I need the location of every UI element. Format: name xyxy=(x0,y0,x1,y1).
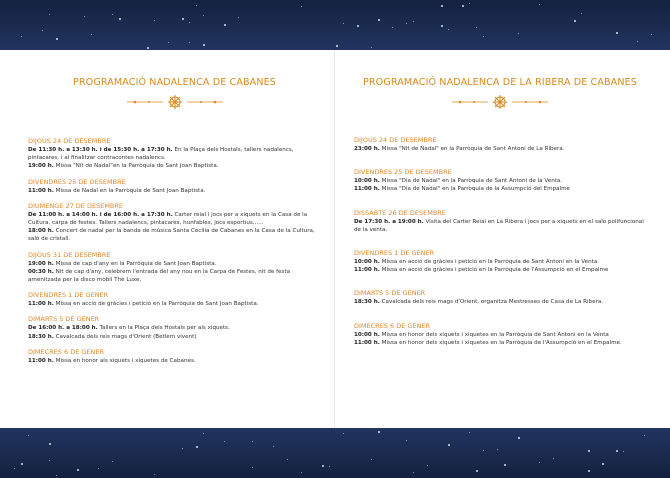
star-decoration xyxy=(196,5,197,6)
event-list xyxy=(28,137,321,372)
star-decoration xyxy=(637,41,638,42)
snowflake-ornament-icon xyxy=(450,94,550,110)
event-time: 11:00 h. xyxy=(28,187,54,194)
event-description: Concert de nadal per la banda de música Santa Cecília de Cabanes en la Casa de la Cultura, saló de cristall. xyxy=(28,228,315,243)
star-decoration xyxy=(189,22,190,23)
star-decoration xyxy=(441,25,443,27)
event-time: 10:00 h. xyxy=(354,259,380,266)
event-entry xyxy=(28,260,321,268)
event-entry xyxy=(354,258,646,266)
event-description: Cavalcada dels reis mags d'Orient, organitza Mestresses de Casa de La Ribera. xyxy=(379,299,604,306)
event-time: 11:00 h. xyxy=(354,267,380,274)
day-block xyxy=(28,137,321,171)
star-decoration xyxy=(203,15,204,16)
star-decoration xyxy=(497,449,498,450)
star-decoration xyxy=(413,472,414,473)
event-description: Missa "Nit de Nadal"en la Parròquia de Sant Joan Baptista. xyxy=(53,163,219,170)
star-decoration xyxy=(77,469,79,471)
event-entry xyxy=(28,227,321,243)
day-date-heading: DIJOUS 31 DE DESEMBRE xyxy=(28,250,111,259)
star-decoration xyxy=(168,42,169,43)
day-block xyxy=(28,315,321,340)
event-description: Missa en acció de gràcies i petició en la Parròquia de Sant Antoni en la Venta. xyxy=(379,259,600,266)
event-time: De 11:00 h. a 14:00 h. i de 16:00 h. a 17:30 h. xyxy=(28,211,173,218)
event-entry xyxy=(28,268,321,284)
star-decoration xyxy=(392,27,393,28)
day-block xyxy=(28,251,321,285)
event-time: 10:00 h. xyxy=(354,331,380,338)
event-time: 10:00 h. xyxy=(354,178,380,185)
event-entry xyxy=(28,300,321,308)
day-date-heading: DIVENDRES 1 DE GENER xyxy=(354,249,435,258)
star-decoration xyxy=(203,433,204,434)
star-decoration xyxy=(91,34,92,35)
event-entry xyxy=(28,211,321,227)
star-decoration xyxy=(336,45,338,47)
event-entry xyxy=(354,331,646,339)
event-time: 11:00 h. xyxy=(28,357,54,364)
day-block xyxy=(354,209,646,234)
panel-title: PROGRAMACIÓ NADALENCA DE CABANES xyxy=(73,77,276,88)
star-decoration xyxy=(644,435,645,436)
day-date-heading: DIMARTS 5 DE GENER xyxy=(28,315,100,324)
event-time: 11:00 h. xyxy=(354,186,380,193)
star-decoration xyxy=(588,470,590,472)
star-decoration xyxy=(378,19,380,21)
starry-header-band xyxy=(0,0,670,50)
event-entry xyxy=(354,218,646,234)
star-decoration xyxy=(56,475,57,476)
star-decoration xyxy=(203,44,205,46)
day-block xyxy=(28,348,321,365)
event-time: 00:30 h. xyxy=(28,268,54,275)
star-decoration xyxy=(588,450,590,452)
star-decoration xyxy=(413,21,414,22)
event-time: De 11:30 h. a 13:30 h. i de 15:30 h. a 17:30 h. xyxy=(28,147,173,153)
day-block xyxy=(354,136,646,153)
star-decoration xyxy=(651,34,652,35)
day-block xyxy=(354,322,646,347)
starry-footer-band xyxy=(0,428,670,478)
event-time: De 17:30 h. a 19:00 h. xyxy=(354,218,424,225)
event-entry xyxy=(354,177,646,185)
event-entry xyxy=(354,266,646,274)
star-decoration xyxy=(581,13,582,14)
day-date-heading: DIVENDRES 25 DE DESEMBRE xyxy=(354,168,452,177)
ribera-program-panel xyxy=(354,50,646,428)
event-entry xyxy=(28,162,321,170)
day-block xyxy=(354,289,646,306)
day-block xyxy=(28,202,321,244)
star-decoration xyxy=(98,468,99,469)
star-decoration xyxy=(252,467,253,468)
star-decoration xyxy=(406,23,407,24)
star-decoration xyxy=(84,16,85,17)
panel-title: PROGRAMACIÓ NADALENCA DE LA RIBERA DE CABANES xyxy=(363,77,637,88)
event-description: Visita del Carter Reial en La Ribera i jocs per a xiquets en el salo polifuncional de la venta. xyxy=(354,218,644,233)
event-entry xyxy=(354,145,646,153)
star-decoration xyxy=(112,461,113,462)
star-decoration xyxy=(329,466,330,467)
event-time: 23:00 h. xyxy=(354,146,380,152)
event-time: 11:00 h. xyxy=(354,339,380,346)
event-time: 19:00 h. xyxy=(28,163,54,170)
star-decoration xyxy=(448,444,450,446)
snowflake-ornament-icon xyxy=(125,94,225,110)
event-entry xyxy=(354,298,646,306)
day-date-heading: DIVENDRES 1 DE GENER xyxy=(28,291,109,300)
star-decoration xyxy=(112,14,113,15)
event-description: Missa en honor als xiquets i xiquetes de Cabanes. xyxy=(53,357,196,364)
event-description: Nit de cap d'any, celebrem l'entrada del any nou en la Carpa de Festes, nit de festa amenitzada per la disco mòbil The Luxe. xyxy=(28,268,291,284)
day-date-heading: DIJOUS 24 DE DESEMBRE xyxy=(28,137,111,145)
event-description: Missa en acció de gràcies i petició en la Parròquia de Sant Joan Baptista. xyxy=(53,301,259,308)
star-decoration xyxy=(371,459,372,460)
event-entry xyxy=(28,324,321,332)
star-decoration xyxy=(196,446,198,448)
star-decoration xyxy=(553,458,554,459)
star-decoration xyxy=(154,474,155,475)
star-decoration xyxy=(371,47,372,48)
event-entry xyxy=(28,357,321,365)
star-decoration xyxy=(182,18,184,20)
event-description: Tallers en la Plaça dels Hostals per als xiquets. xyxy=(97,325,230,332)
star-decoration xyxy=(378,431,380,433)
star-decoration xyxy=(539,462,540,463)
star-decoration xyxy=(189,42,190,43)
star-decoration xyxy=(343,23,344,24)
star-decoration xyxy=(322,465,324,467)
day-date-heading: DIMECRES 6 DE GENER xyxy=(28,347,105,356)
star-decoration xyxy=(224,24,226,26)
event-description: Missa de Nadal en la Parròquia de Sant Joan Baptista. xyxy=(53,187,206,194)
day-date-heading: DIMECRES 6 DE GENER xyxy=(354,321,431,330)
star-decoration xyxy=(616,450,618,452)
star-decoration xyxy=(147,47,149,49)
event-time: 19:00 h. xyxy=(28,260,54,267)
day-date-heading: DISSABTE 26 DE DESEMBRE xyxy=(354,208,446,217)
star-decoration xyxy=(427,465,428,466)
star-decoration xyxy=(504,464,506,466)
star-decoration xyxy=(357,25,359,27)
page-fold-divider xyxy=(334,50,335,428)
event-description: Cavalcada dels reis mags d'Orient (Betlem vivent) xyxy=(53,333,197,340)
star-decoration xyxy=(224,441,225,442)
star-decoration xyxy=(469,432,470,433)
star-decoration xyxy=(273,446,274,447)
star-decoration xyxy=(406,440,407,441)
star-decoration xyxy=(518,33,519,34)
event-description: Missa "Dia de Nadal" en la Parròquia de la Assumpció del Empalme xyxy=(379,186,570,193)
event-description: Missa en honor dels xiquets i xiquetes en la Parròquia de l'Assumpció en el Empalme. xyxy=(379,339,622,346)
star-decoration xyxy=(49,14,50,15)
event-description: Missa "Dia de Nadal" en la Parròquia de Sant Antoni de la Venta. xyxy=(379,178,563,185)
event-description: En la Plaça dels Hostals, tallers nadalencs, pintacares, i al finalitzar contracontes nadalencs. xyxy=(28,147,294,162)
star-decoration xyxy=(343,433,344,434)
star-decoration xyxy=(49,443,51,445)
event-description: Missa de cap d'any en la Parròquia de Sant Joan Baptista. xyxy=(53,260,217,267)
day-date-heading: DIUMENGE 27 DE DESEMBRE xyxy=(28,201,124,210)
event-time: De 16:00 h. a 18:00 h. xyxy=(28,325,98,332)
day-date-heading: DIMARTS 5 DE GENER xyxy=(354,289,426,298)
event-entry xyxy=(354,185,646,193)
cabanes-program-panel xyxy=(28,50,321,428)
star-decoration xyxy=(483,36,484,37)
event-time: 18:00 h. xyxy=(28,228,54,235)
star-decoration xyxy=(21,36,22,37)
event-time: 11:00 h. xyxy=(28,301,54,308)
day-date-heading: DIVENDRES 25 DE DESEMBRE xyxy=(28,177,126,186)
star-decoration xyxy=(462,5,464,7)
day-block xyxy=(28,291,321,308)
star-decoration xyxy=(287,459,288,460)
star-decoration xyxy=(49,460,50,461)
star-decoration xyxy=(56,38,58,40)
star-decoration xyxy=(154,20,155,21)
star-decoration xyxy=(252,441,253,442)
star-decoration xyxy=(21,463,23,465)
event-entry xyxy=(354,339,646,347)
event-entry xyxy=(28,146,321,162)
star-decoration xyxy=(448,29,449,30)
star-decoration xyxy=(616,32,618,34)
day-block xyxy=(354,249,646,274)
event-description: Missa en acció de gràcies i petició en la Parròquia de l'Assumpció en el Empalme xyxy=(379,267,609,274)
star-decoration xyxy=(28,435,29,436)
star-decoration xyxy=(483,450,484,451)
star-decoration xyxy=(119,18,121,20)
star-decoration xyxy=(574,20,576,22)
star-decoration xyxy=(539,4,540,5)
star-decoration xyxy=(301,6,302,7)
star-decoration xyxy=(14,468,15,469)
star-decoration xyxy=(238,17,239,18)
event-description: Carter reial i jocs per a xiquets en la Casa de la Cultura, carpa de festes. Tallers nadalencs, pintacares, hunfables, jocs esportius...... xyxy=(28,211,308,227)
event-description: Missa "Nit de Nadal" en la Parròquia de Sant Antoni de La Ribera. xyxy=(379,146,565,152)
event-time: 18:30 h. xyxy=(28,333,54,340)
star-decoration xyxy=(476,27,477,28)
star-decoration xyxy=(469,3,470,4)
star-decoration xyxy=(182,448,183,449)
star-decoration xyxy=(623,451,624,452)
event-description: Missa en honor dels xiquets i xiquetes en la Parròquia de Sant Antoni en la Venta xyxy=(379,331,609,338)
event-entry xyxy=(28,333,321,341)
star-decoration xyxy=(602,463,604,465)
star-decoration xyxy=(518,437,520,439)
event-entry xyxy=(28,187,321,195)
star-decoration xyxy=(441,5,443,7)
star-decoration xyxy=(476,470,478,472)
star-decoration xyxy=(42,30,43,31)
star-decoration xyxy=(301,472,302,473)
event-time: 18:30 h. xyxy=(354,299,380,306)
day-block xyxy=(354,168,646,193)
day-date-heading: DIJOUS 24 DE DESEMBRE xyxy=(354,136,437,144)
event-list xyxy=(354,136,646,362)
day-block xyxy=(28,178,321,195)
